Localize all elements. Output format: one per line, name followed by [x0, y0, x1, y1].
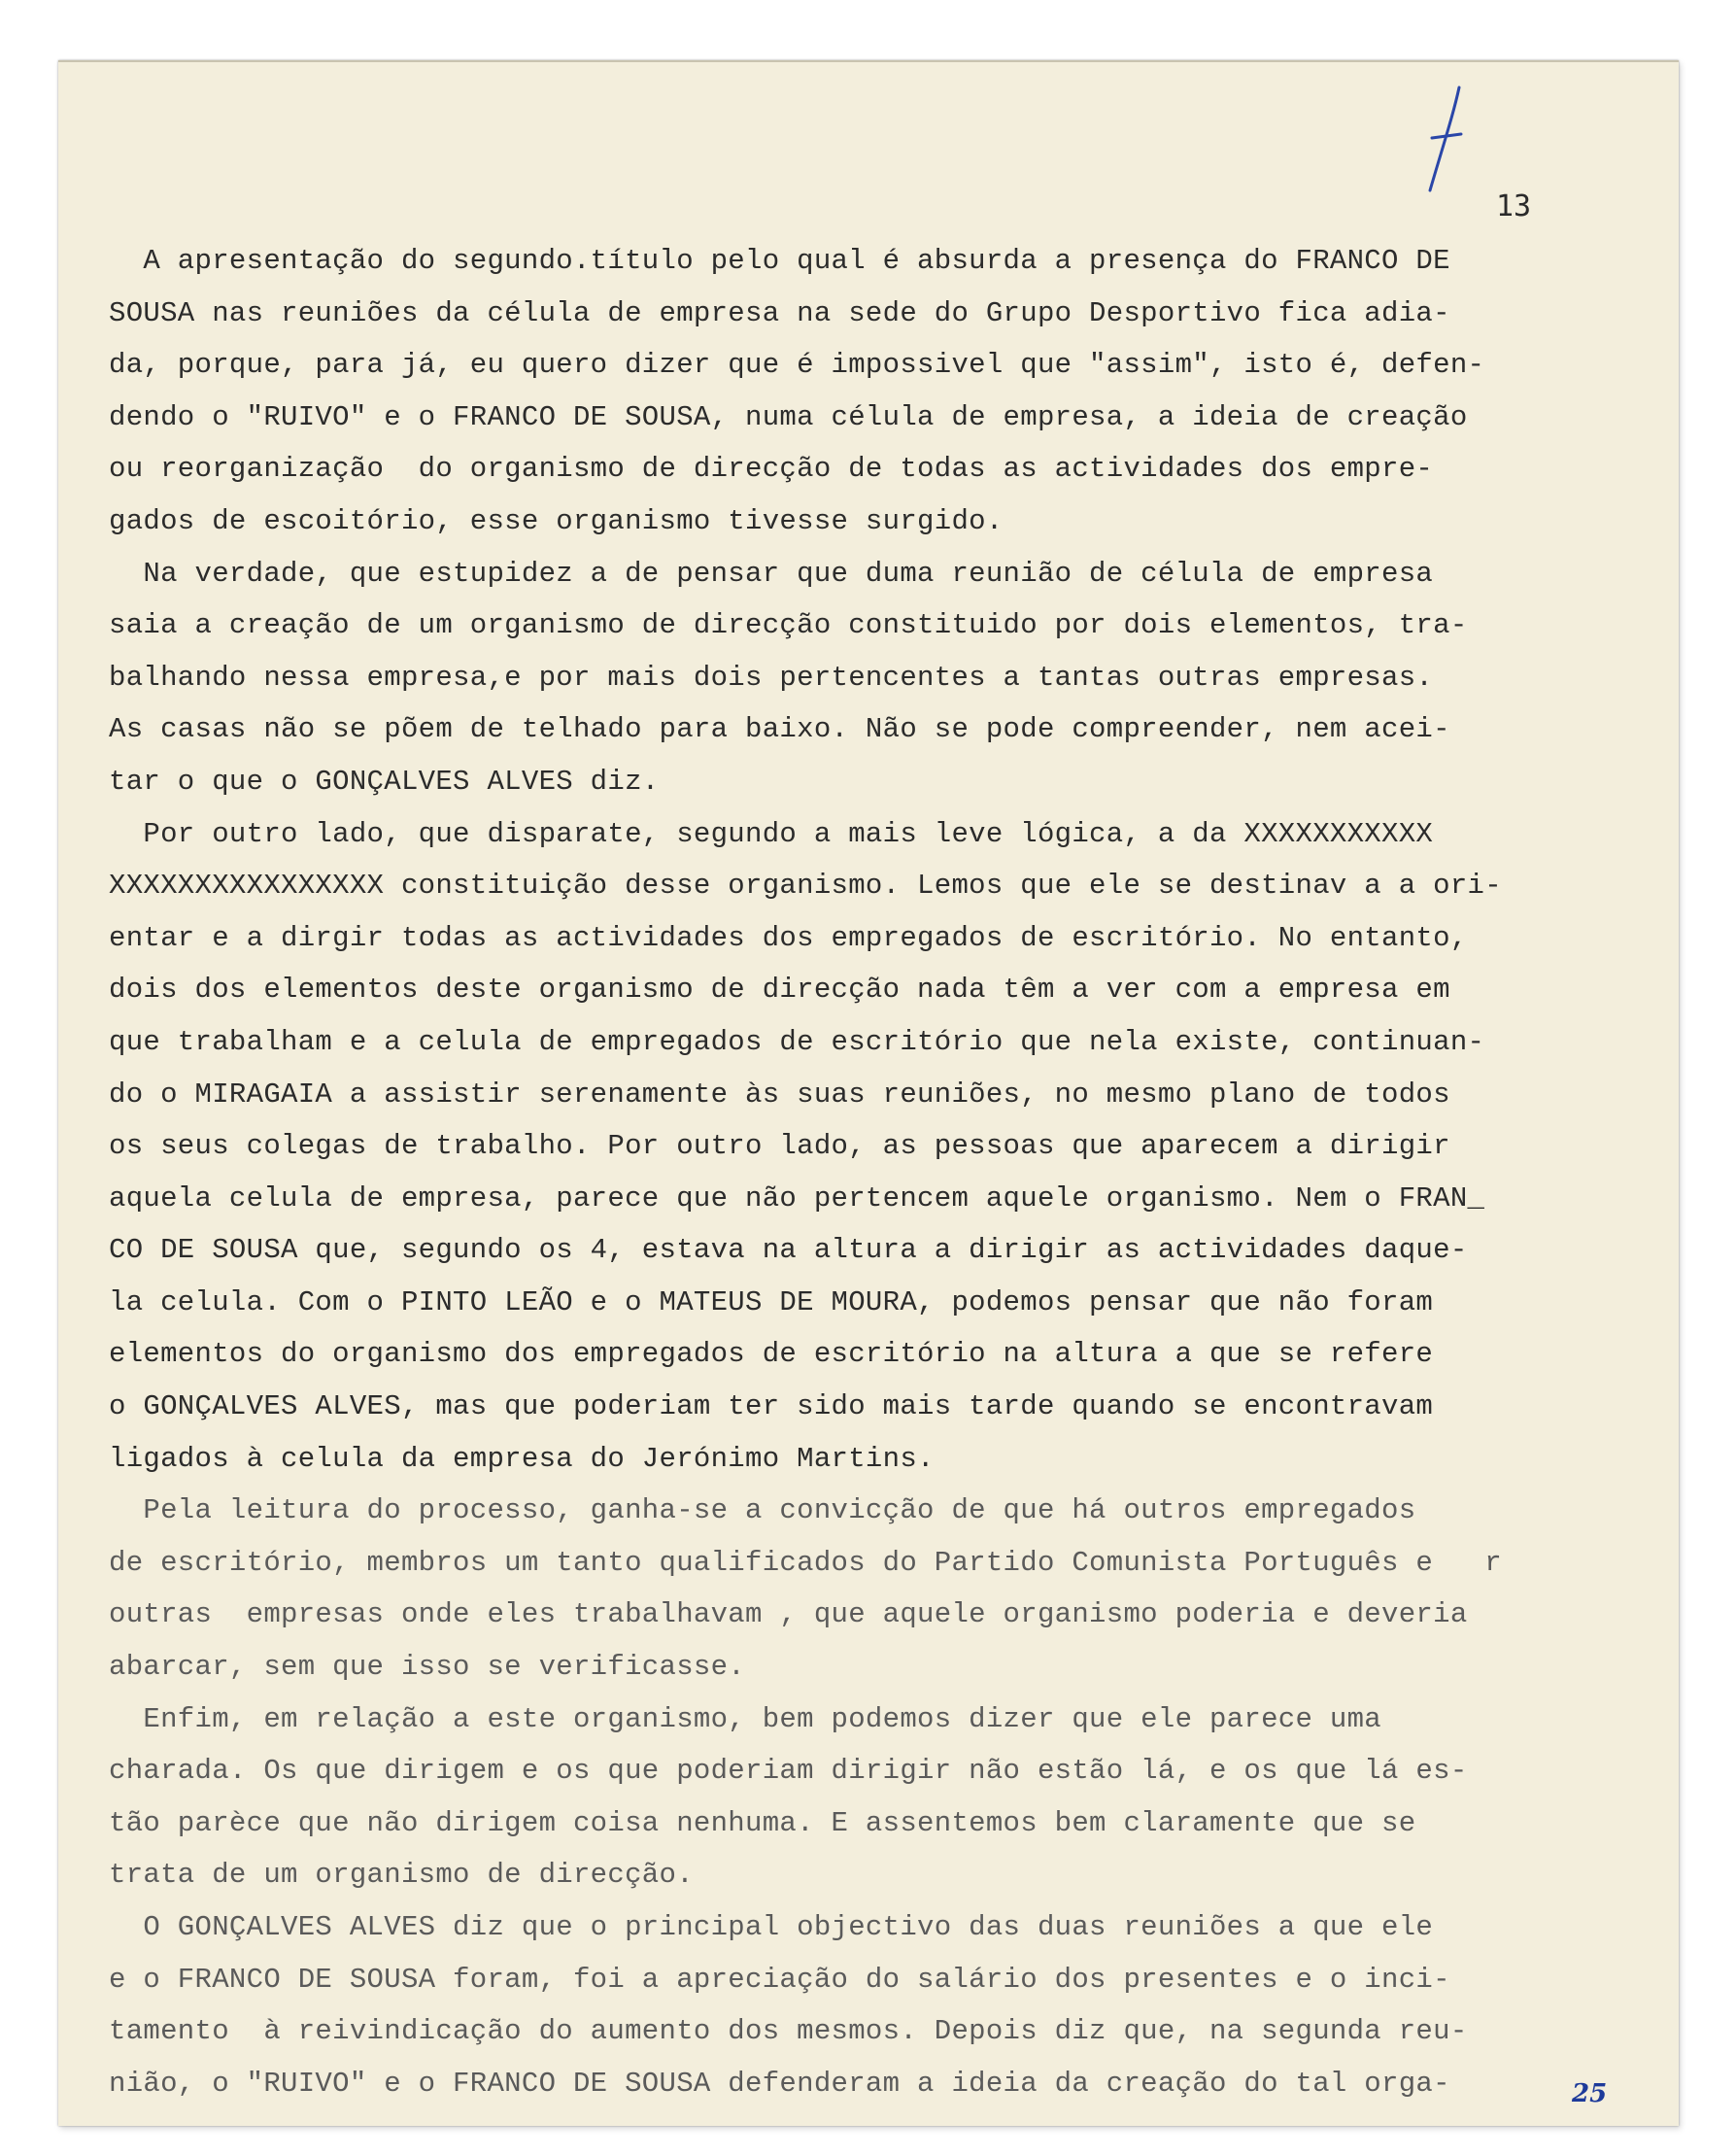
text-line: Enfim, em relação a este organismo, bem podemos dizer que ele parece uma — [109, 1702, 1382, 1735]
text-line: tamento à reivindicação do aumento dos mesmos. Depois diz que, na segunda reu- — [109, 2015, 1468, 2048]
text-line: que trabalham e a celula de empregados de escritório que nela existe, continuan- — [109, 1025, 1485, 1058]
text-line: entar e a dirgir todas as actividades dos empregados de escritório. No entanto, — [109, 921, 1468, 954]
text-line: Pela leitura do processo, ganha-se a convicção de que há outros empregados — [109, 1494, 1416, 1527]
text-line: ou reorganização do organismo de direcção de todas as actividades dos empre- — [109, 453, 1434, 486]
text-line: de escritório, membros um tanto qualificados do Partido Comunista Português e r — [109, 1546, 1502, 1579]
document-body — [109, 235, 1663, 2109]
text-line: trata de um organismo de direcção. — [109, 1859, 694, 1892]
text-line: Na verdade, que estupidez a de pensar que duma reunião de célula de empresa — [109, 557, 1434, 590]
text-line: elementos do organismo dos empregados de escritório na altura a que se refere — [109, 1338, 1434, 1371]
text-line: tão parèce que não dirigem coisa nenhuma. E assentemos bem claramente que se — [109, 1806, 1416, 1839]
text-line: do o MIRAGAIA a assistir serenamente às suas reuniões, no mesmo plano de todos — [109, 1078, 1450, 1111]
text-line: aquela celula de empresa, parece que não pertencem aquele organismo. Nem o FRAN_ — [109, 1181, 1485, 1215]
text-line: CO DE SOUSA que, segundo os 4, estava na altura a dirigir as actividades daque- — [109, 1234, 1468, 1267]
text-line: dois dos elementos deste organismo de direcção nada têm a ver com a empresa em — [109, 974, 1450, 1007]
text-line: saia a creação de um organismo de direcção constituido por dois elementos, tra- — [109, 609, 1468, 642]
text-line: Por outro lado, que disparate, segundo a mais leve lógica, a da XXXXXXXXXXX — [109, 817, 1434, 850]
text-line: gados de escoitório, esse organismo tivesse surgido. — [109, 504, 1004, 537]
text-line: abarcar, sem que isso se verificasse. — [109, 1651, 746, 1684]
text-line: dendo o "RUIVO" e o FRANCO DE SOUSA, numa célula de empresa, a ideia de creação — [109, 400, 1468, 433]
text-line: A apresentação do segundo.título pelo qual é absurda a presença do FRANCO DE — [109, 245, 1450, 277]
handwritten-folio-note: 25 — [1572, 2079, 1608, 2108]
page-number: 13 — [1496, 189, 1532, 223]
text-line: outras empresas onde eles trabalhavam , que aquele organismo poderia e deveria — [109, 1598, 1468, 1631]
text-line: da, porque, para já, eu quero dizer que é impossivel que "assim", isto é, defen- — [109, 349, 1485, 382]
text-line: tar o que o GONÇALVES ALVES diz. — [109, 765, 660, 798]
text-line: XXXXXXXXXXXXXXXX constituição desse organismo. Lemos que ele se destinav a a ori- — [109, 870, 1502, 903]
text-line: la celula. Com o PINTO LEÃO e o MATEUS DE MOURA, podemos pensar que não foram — [109, 1285, 1434, 1318]
text-line: o GONÇALVES ALVES, mas que poderiam ter sido mais tarde quando se encontravam — [109, 1390, 1434, 1423]
text-line: nião, o "RUIVO" e o FRANCO DE SOUSA defenderam a ideia da creação do tal orga- — [109, 2067, 1450, 2100]
text-line: e o FRANCO DE SOUSA foram, foi a apreciação do salário dos presentes e o inci- — [109, 1963, 1450, 1996]
handwritten-slash-mark — [1426, 86, 1465, 192]
text-line: ligados à celula da empresa do Jerónimo Martins. — [109, 1442, 935, 1475]
text-line: SOUSA nas reuniões da célula de empresa na sede do Grupo Desportivo fica adia- — [109, 296, 1450, 329]
text-line: balhando nessa empresa,e por mais dois pertencentes a tantas outras empresas. — [109, 661, 1434, 694]
text-line: os seus colegas de trabalho. Por outro lado, as pessoas que aparecem a dirigir — [109, 1130, 1450, 1163]
text-line: charada. Os que dirigem e os que poderiam dirigir não estão lá, e os que lá es- — [109, 1755, 1468, 1788]
text-line: O GONÇALVES ALVES diz que o principal objectivo das duas reuniões a que ele — [109, 1911, 1434, 1943]
text-line: As casas não se põem de telhado para baixo. Não se pode compreender, nem acei- — [109, 713, 1450, 746]
